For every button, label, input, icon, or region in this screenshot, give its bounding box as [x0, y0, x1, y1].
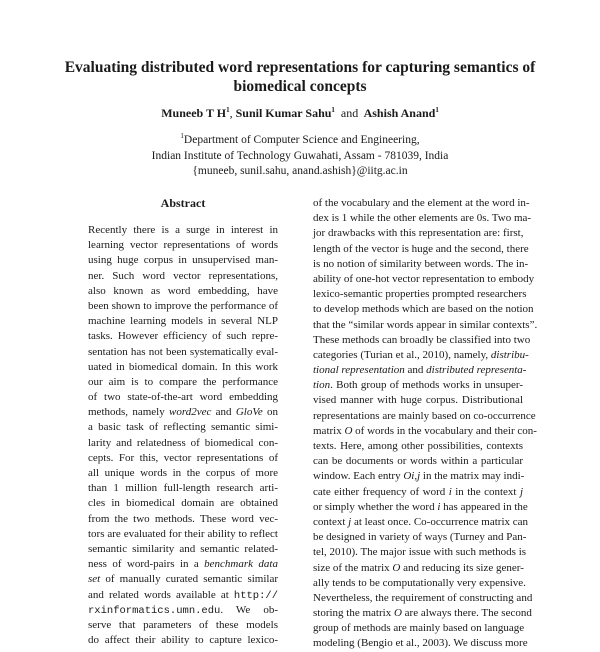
text-line — [313, 561, 523, 576]
text-line — [88, 572, 278, 587]
author-list — [60, 106, 540, 121]
text-segment: categories (Turian et al., 2010), namely, — [313, 348, 491, 361]
text-segment: texts. Here, among other possibilities, contexts — [313, 440, 523, 452]
text-segment: j — [519, 485, 523, 498]
text-line — [313, 409, 536, 424]
text-segment: storing the matrix — [313, 607, 394, 620]
text-segment: Recently there is a surge in interest in — [88, 224, 278, 236]
text-segment: serve that parameters of these models — [88, 618, 278, 631]
text-segment: machine learning models in several NLP — [88, 315, 278, 328]
text-segment: larity and relatedness of biomedical con- — [88, 436, 278, 449]
text-segment: ally tends to be computationally very expensive. — [313, 576, 526, 589]
text-line — [88, 329, 278, 344]
text-segment: group of methods are mainly based on language — [313, 622, 525, 635]
text-line — [88, 588, 278, 603]
text-segment: from the two methods. These word vec- — [88, 512, 278, 525]
text-line — [88, 618, 278, 633]
text-segment: be designed in variety of ways (Turney and Pan- — [313, 531, 527, 544]
text-line — [88, 512, 278, 527]
text-segment: or simply whether the word — [313, 500, 438, 513]
text-segment: cles in biomedical domain are obtained — [88, 497, 278, 510]
text-segment: distributed representa- — [426, 364, 527, 377]
text-segment: is no notion of similarity between words. The in- — [313, 257, 529, 270]
text-line — [313, 515, 529, 530]
text-segment: has appeared in the — [440, 500, 528, 513]
text-line — [88, 527, 278, 542]
text-segment: O — [344, 424, 353, 437]
text-line — [88, 269, 278, 284]
text-line — [313, 621, 523, 636]
text-segment: . Both group of methods works in unsuper- — [330, 379, 523, 392]
text-segment: are always there. The second — [401, 607, 532, 620]
text-segment: been shown to improve the performance of — [88, 299, 278, 312]
text-segment: our aim is to compare the performance — [88, 375, 278, 388]
text-segment: than 1 million full-length research arti- — [88, 482, 278, 495]
text-segment: and — [404, 364, 427, 377]
text-line — [88, 223, 278, 238]
text-line — [88, 481, 278, 496]
text-segment: representations are mainly based on co-occurrence — [313, 409, 536, 422]
text-line — [313, 424, 537, 439]
text-line — [88, 238, 278, 253]
affiliation-mark: 1 — [180, 132, 184, 141]
text-segment: in the matrix may indi- — [420, 470, 525, 483]
text-segment: using huge corpus in unsupervised man- — [88, 254, 278, 267]
text-segment: on — [262, 406, 278, 419]
text-line — [313, 530, 527, 545]
text-line — [313, 636, 528, 651]
text-line — [88, 360, 278, 375]
text-line — [88, 603, 278, 618]
text-segment: and — [211, 406, 236, 419]
author-separator: and — [340, 106, 359, 120]
text-line — [88, 284, 278, 299]
text-segment: word2vec — [168, 406, 212, 419]
text-line — [88, 451, 278, 466]
text-segment: set — [88, 573, 101, 586]
affiliation-institute: Indian Institute of Technology Guwahati, Assam - 781039, India — [151, 149, 449, 162]
text-segment: rxinformatics.umn.edu — [88, 604, 221, 617]
text-segment: semantic similarity and semantic related- — [88, 542, 278, 555]
text-segment: that the “similar words appear in similar contexts”. — [313, 318, 538, 331]
text-line — [313, 500, 528, 515]
text-segment: context — [313, 515, 349, 528]
text-line — [88, 375, 278, 390]
text-segment: window. Each entry — [313, 470, 404, 483]
text-segment: tel, 2010). The major issue with such methods is — [313, 546, 527, 559]
text-segment: also known as word embedding, have — [88, 284, 278, 297]
text-line — [313, 454, 523, 469]
title-line: biomedical concepts — [233, 78, 367, 95]
author-separator: , — [229, 106, 233, 120]
text-line — [88, 299, 278, 314]
text-line — [313, 576, 526, 591]
text-segment: matrix — [313, 424, 345, 437]
text-segment: Oi,j — [403, 470, 421, 483]
text-line — [313, 606, 532, 621]
text-segment: vised manner with huge corpus. Distributional — [313, 394, 523, 407]
affiliation-mark: 1 — [435, 106, 439, 114]
text-line — [313, 287, 527, 302]
text-segment: j — [348, 515, 352, 528]
text-segment: These methods can broadly be classified into two — [313, 333, 531, 346]
text-line — [313, 226, 523, 241]
text-line — [313, 485, 523, 500]
text-segment: in the context — [451, 485, 520, 498]
text-line — [88, 557, 278, 572]
text-line — [313, 439, 523, 454]
text-segment: . We ob- — [220, 603, 278, 616]
text-line — [313, 378, 523, 393]
affiliation-department: Department of Computer Science and Engineering, — [183, 134, 420, 146]
author-name: Ashish Anand — [363, 106, 436, 120]
text-segment: of two state-of-the-art word embedding — [88, 391, 278, 404]
text-line — [88, 253, 278, 268]
affiliation-mark: 1 — [331, 106, 335, 114]
text-segment: learning vector representations of words — [88, 239, 278, 252]
text-segment: tasks. However efficiency of such repre- — [88, 330, 278, 343]
text-segment: a basic task of reflecting semantic simi- — [88, 421, 278, 434]
text-segment: ner. Such word vector representations, — [88, 269, 278, 282]
text-segment: jor drawbacks with this representation are: first, — [313, 227, 524, 240]
affiliation-block — [60, 133, 540, 180]
text-segment: cate either frequency of word — [313, 485, 449, 498]
text-line — [313, 211, 532, 226]
text-segment: O — [393, 607, 402, 620]
text-line — [88, 542, 278, 557]
text-segment: do affect their ability to capture lexico- — [88, 634, 278, 647]
author-name: Sunil Kumar Sahu — [235, 106, 332, 120]
abstract-body — [88, 223, 278, 648]
author-emails: {muneeb, sunil.sahu, anand.ashish}@iitg.ac.in — [192, 165, 408, 177]
text-segment: at least once. Co-occurrence matrix can — [351, 515, 529, 528]
text-line — [88, 345, 278, 360]
text-segment: modeling (Bengio et al., 2003). We discuss more — [313, 637, 528, 650]
abstract-heading: Abstract — [160, 196, 206, 210]
title-line: Evaluating distributed word representations for capturing semantics of — [64, 59, 536, 76]
text-segment: tion — [313, 379, 331, 392]
text-line — [313, 302, 534, 317]
text-segment: can be documents or words within a particular — [313, 455, 523, 468]
text-line — [88, 420, 278, 435]
text-segment: i — [437, 500, 441, 513]
text-segment: methods, namely — [88, 406, 169, 419]
text-segment: to develop methods which are based on the notion — [313, 303, 534, 316]
text-line — [313, 333, 531, 348]
text-line — [313, 348, 529, 363]
text-segment: ness of word-pairs in a — [88, 558, 205, 571]
text-segment: and reducing its size gener- — [400, 561, 524, 574]
text-line — [313, 591, 533, 606]
text-segment: lexico-semantic properties prompted researchers — [313, 288, 527, 301]
text-line — [313, 272, 535, 287]
text-line — [313, 393, 523, 408]
text-line — [313, 318, 538, 333]
text-line — [313, 363, 527, 378]
text-line — [313, 469, 523, 484]
text-segment: Nevertheless, the requirement of constructing and — [313, 591, 533, 604]
text-segment: dex is 1 while the other elements are 0s. Two ma- — [313, 212, 532, 225]
text-line — [88, 436, 278, 451]
text-line — [313, 257, 529, 272]
text-segment: tors are evaluated for their ability to reflect — [88, 527, 278, 540]
author-name: Muneeb T H — [161, 106, 227, 120]
text-line — [313, 242, 529, 257]
text-segment: i — [448, 485, 452, 498]
introduction-body — [313, 196, 538, 652]
text-segment: sentation has not been systematically eval- — [88, 345, 278, 358]
text-segment: all unique words in the corpus of more — [88, 467, 278, 479]
text-segment: http:// — [233, 589, 278, 602]
text-segment: of manually curated semantic similar — [100, 573, 278, 586]
paper-title — [60, 58, 540, 96]
text-segment: uated in biomedical domain. In this work — [88, 360, 278, 373]
text-segment: and related words available at — [88, 588, 234, 601]
text-line — [88, 496, 278, 511]
text-segment: of the vocabulary and the element at the word in- — [313, 197, 530, 209]
text-line — [88, 390, 278, 405]
text-line — [88, 466, 278, 481]
text-line — [88, 405, 278, 420]
text-segment: cepts. For this, vector representations of — [88, 451, 278, 464]
text-line — [88, 314, 278, 329]
text-segment: distribu- — [490, 348, 529, 361]
affiliation-mark: 1 — [226, 106, 230, 114]
text-line — [313, 545, 527, 560]
text-segment: length of the vector is huge and the second, there — [313, 242, 529, 255]
text-segment: GloVe — [235, 406, 263, 419]
text-line — [88, 633, 278, 648]
text-segment: ability of one-hot vector representation to embody — [313, 272, 535, 285]
text-segment: O — [392, 561, 401, 574]
text-segment: size of the matrix — [313, 561, 393, 574]
text-segment: of words in the vocabulary and their con- — [352, 424, 537, 437]
text-line — [313, 196, 530, 211]
text-segment: benchmark data — [204, 558, 278, 571]
text-segment: tional representation — [313, 364, 405, 377]
